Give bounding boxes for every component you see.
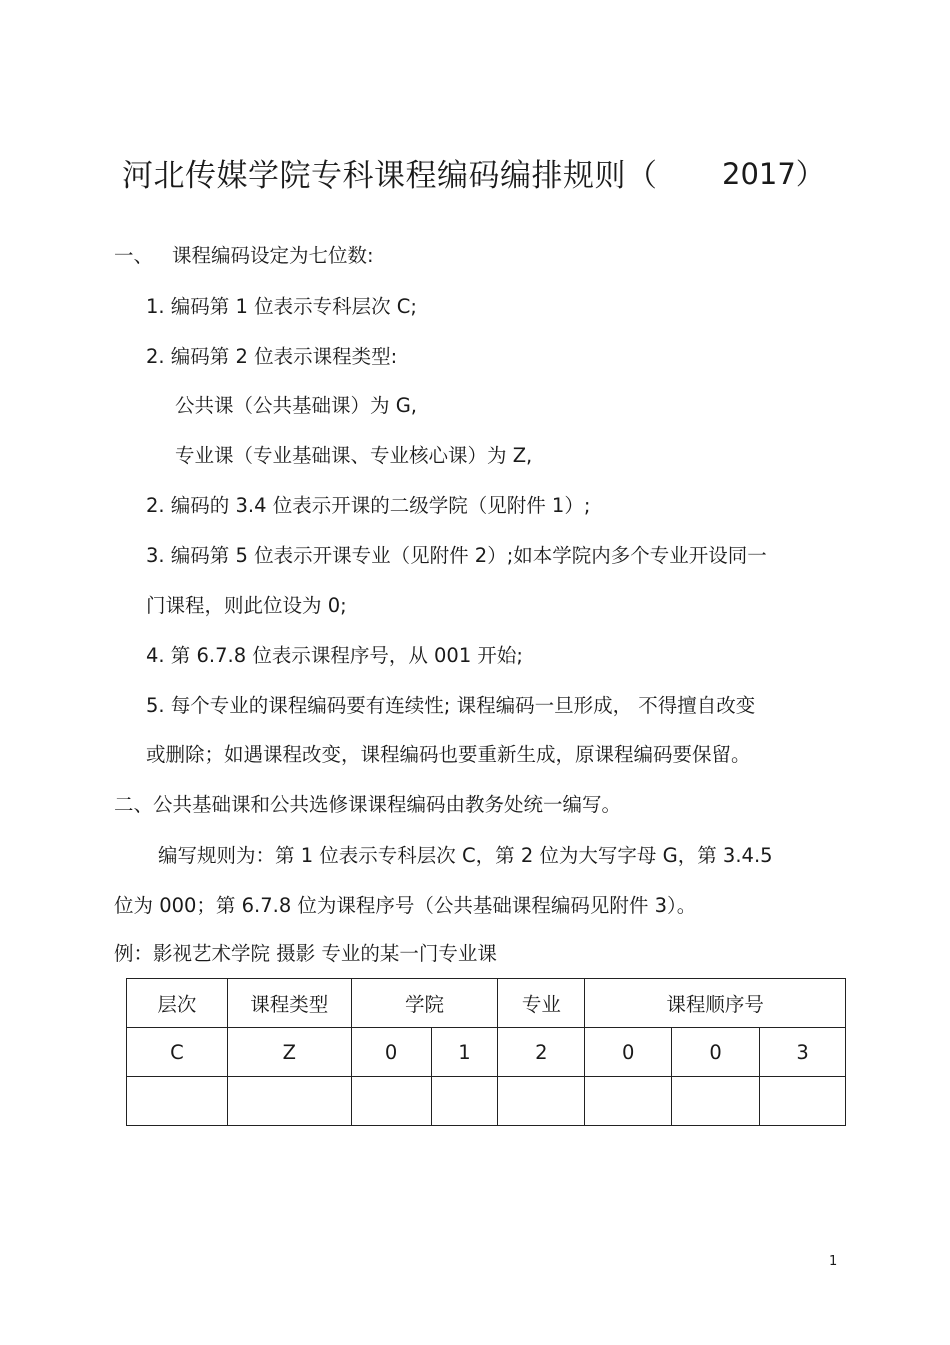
section2-heading: 二、公共基础课和公共选修课课程编码由教务处统一编写。 (114, 793, 622, 816)
cell-major: 2 (498, 1028, 585, 1077)
rule-position-2-public: 公共课（公共基础课）为 G, (175, 394, 418, 417)
table-header-row (127, 979, 846, 1028)
rule-position-3-4: 2. 编码的 3.4 位表示开课的二级学院（见附件 1）; (146, 494, 591, 517)
course-code-table (126, 978, 846, 1126)
empty-cell (760, 1077, 846, 1126)
cell-college-digit-2: 1 (431, 1028, 498, 1077)
empty-cell (431, 1077, 498, 1126)
empty-cell (672, 1077, 760, 1126)
cell-sequence-digit-2: 0 (672, 1028, 760, 1077)
empty-cell (127, 1077, 228, 1126)
rule-position-5-line1: 3. 编码第 5 位表示开课专业（见附件 2）;如本学院内多个专业开设同一 (146, 544, 767, 567)
header-level: 层次 (127, 979, 228, 1028)
cell-college-digit-1: 0 (351, 1028, 431, 1077)
rule-continuity-line1: 5. 每个专业的课程编码要有连续性; 课程编码一旦形成， 不得擅自改变 (146, 694, 756, 717)
header-major: 专业 (498, 979, 585, 1028)
section1-number: 一、 (114, 244, 154, 267)
empty-cell (227, 1077, 351, 1126)
table-row (127, 1028, 846, 1077)
section2-para-line2: 位为 000；第 6.7.8 位为课程序号（公共基础课程编码见附件 3）。 (114, 894, 697, 917)
empty-cell (585, 1077, 672, 1126)
rule-position-2-major: 专业课（专业基础课、专业核心课）为 Z, (175, 444, 533, 467)
table-empty-row (127, 1077, 846, 1126)
header-college: 学院 (351, 979, 498, 1028)
section1-heading: 课程编码设定为七位数: (172, 244, 374, 267)
section2-para-line1: 编写规则为：第 1 位表示专科层次 C，第 2 位为大写字母 G，第 3.4.5 (158, 844, 773, 867)
document-title: 河北传媒学院专科课程编码编排规则（ (122, 158, 658, 194)
cell-level: C (127, 1028, 228, 1077)
cell-course-type: Z (227, 1028, 351, 1077)
rule-position-1: 1. 编码第 1 位表示专科层次 C; (146, 295, 417, 318)
page-number: 1 (829, 1254, 838, 1269)
example-caption: 例：影视艺术学院 摄影 专业的某一门专业课 (114, 942, 497, 965)
rule-position-2: 2. 编码第 2 位表示课程类型: (146, 345, 398, 368)
empty-cell (498, 1077, 585, 1126)
rule-continuity-line2: 或删除；如遇课程改变，课程编码也要重新生成，原课程编码要保留。 (146, 743, 751, 766)
header-sequence: 课程顺序号 (585, 979, 846, 1028)
document-title-year: 2017） (722, 157, 825, 191)
header-course-type: 课程类型 (227, 979, 351, 1028)
cell-sequence-digit-1: 0 (585, 1028, 672, 1077)
rule-position-6-8: 4. 第 6.7.8 位表示课程序号，从 001 开始; (146, 644, 524, 667)
rule-position-5-line2: 门课程，则此位设为 0; (146, 594, 347, 617)
empty-cell (351, 1077, 431, 1126)
cell-sequence-digit-3: 3 (760, 1028, 846, 1077)
